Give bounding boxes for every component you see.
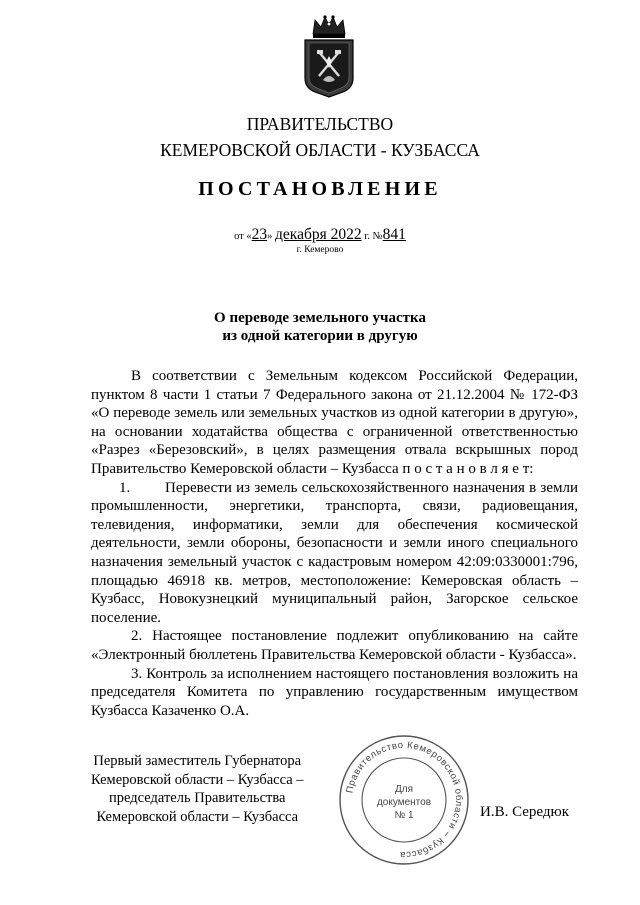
signer-title-block	[91, 752, 304, 826]
date-day: 23	[251, 226, 268, 243]
date-prefix: от «	[234, 231, 252, 242]
signer-name: И.В. Середюк	[480, 804, 570, 820]
date-and-number-line	[0, 226, 640, 244]
stamp-center-line1: Для	[394, 784, 414, 795]
signer-title-line2: Кемеровской области – Кузбасса –	[91, 771, 304, 788]
date-year-suffix: г.	[364, 231, 370, 242]
document-number: 841	[382, 226, 406, 243]
item-1-paragraph	[91, 479, 578, 628]
document-subject	[0, 309, 640, 345]
city-name: г. Кемерово	[296, 245, 344, 255]
stamp-center-line3: № 1	[394, 810, 414, 821]
coat-of-arms-emblem	[299, 14, 359, 98]
subject-line1: О переводе земельного участка	[214, 310, 426, 326]
stamp-ring-text: Правительство Кемеровской области – Кузбасса	[344, 739, 465, 861]
date-mid: »	[267, 231, 273, 242]
date-month-year: декабря 2022	[275, 226, 362, 243]
subject-line2: из одной категории в другую	[222, 328, 418, 344]
signer-title-line4: Кемеровской области – Кузбасса	[96, 808, 299, 825]
stamp-center-line2: документов	[376, 797, 432, 808]
item-3-paragraph: 3. Контроль за исполнением настоящего постановления возложить на председателя Комитета по управлению государственным имуществом Кузбасса Казаченко О.А.	[91, 665, 578, 719]
item-1-number: 1.	[119, 479, 131, 496]
document-body	[91, 367, 578, 720]
official-stamp	[334, 730, 474, 870]
government-name-line1: ПРАВИТЕЛЬСТВО	[246, 114, 394, 134]
document-number-label: №	[372, 231, 383, 242]
signer-title-line1: Первый заместитель Губернатора	[93, 753, 302, 769]
item-1-text: Перевести из земель сельскохозяйственного назначения в земли промышленности, энергетики, транспорта, связи, радиовещания, телевидения, информатики, земли для обеспечения космической деятельности, земли обороны, безопасности и земли иного специального назначения земельный участок с кадастровым номером 42:09:0330001:796, площадью 46918 кв. метров, местоположение: Кемеровская область – Кузбасс, Новокузнецкий муниципальный район, Загорское сельское поселение.	[91, 479, 578, 626]
preamble-paragraph: В соответствии с Земельным кодексом Российской Федерации, пунктом 8 части 1 статьи 7 Федерального закона от 21.12.2004 № 172-ФЗ «О переводе земель или земельных участков из одной категории в другую», на основании ходатайства общества с ограниченной ответственностью «Разрез «Березовский», в целях размещения отвала вскрышных пород Правительство Кемеровской области – Кузбасса п о с т а н о в л я е т:	[91, 368, 578, 477]
item-2-paragraph: 2. Настоящее постановление подлежит опубликованию на сайте «Электронный бюллетень Правительства Кемеровской области - Кузбасса».	[91, 628, 578, 663]
signer-title-line3: председатель Правительства	[109, 790, 286, 806]
government-name-line2: КЕМЕРОВСКОЙ ОБЛАСТИ - КУЗБАССА	[160, 140, 480, 160]
document-type-title: ПОСТАНОВЛЕНИЕ	[198, 178, 442, 200]
